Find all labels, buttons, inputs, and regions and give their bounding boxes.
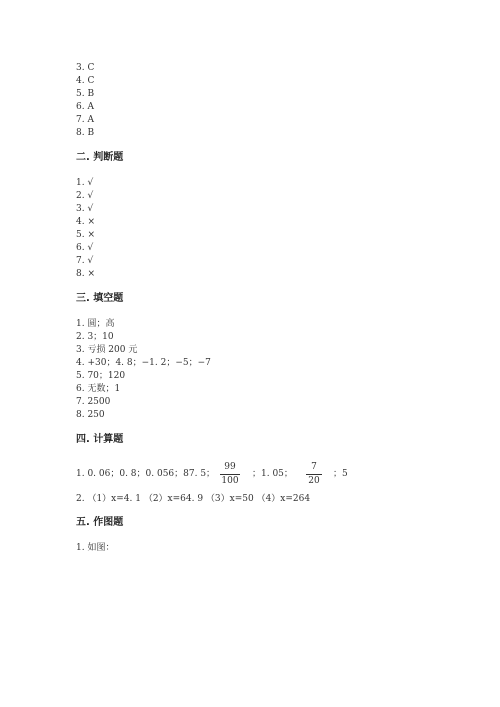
fraction-bar bbox=[306, 474, 322, 475]
section-heading-fill-in: 三. 填空题 bbox=[76, 293, 124, 304]
answer-line: 7. √ bbox=[76, 256, 94, 266]
answer-line: 4. C bbox=[76, 76, 95, 86]
fraction-numerator: 7 bbox=[311, 462, 317, 472]
answer-line: 3. C bbox=[76, 63, 95, 73]
answer-line: 1. 圆；高 bbox=[76, 319, 115, 329]
section-heading-judgment: 二. 判断题 bbox=[76, 152, 124, 163]
answer-line: 2. 3；10 bbox=[76, 332, 114, 342]
section-heading-calculation: 四. 计算题 bbox=[76, 434, 124, 445]
answer-line: 6. 无数；1 bbox=[76, 384, 121, 394]
fraction-bar bbox=[220, 474, 240, 475]
section-heading-drawing: 五. 作图题 bbox=[76, 517, 124, 528]
answer-line: 1. 如图： bbox=[76, 543, 115, 553]
answer-line: 3. √ bbox=[76, 204, 94, 214]
fraction-99-100 bbox=[220, 462, 240, 487]
fraction-7-20 bbox=[306, 462, 322, 487]
answer-line: 7. A bbox=[76, 115, 94, 125]
answer-line: 8. 250 bbox=[76, 410, 105, 420]
fraction-numerator: 99 bbox=[224, 462, 236, 472]
calc-line-1-middle: ；1. 05； bbox=[252, 469, 293, 479]
answer-line: 4. +30；4. 8；−1. 2；−5；−7 bbox=[76, 358, 211, 368]
answer-line: 8. B bbox=[76, 128, 95, 138]
fraction-denominator: 20 bbox=[308, 476, 320, 486]
answer-line: 5. × bbox=[76, 230, 95, 240]
fraction-denominator: 100 bbox=[221, 476, 239, 486]
answer-line: 8. × bbox=[76, 269, 95, 279]
answer-line: 4. × bbox=[76, 217, 95, 227]
answer-line: 7. 2500 bbox=[76, 397, 111, 407]
answer-line: 5. 70；120 bbox=[76, 371, 126, 381]
calc-line-2: 2. （1）x=4. 1 （2）x=64. 9 （3）x=50 （4）x=264 bbox=[76, 494, 311, 504]
answer-line: 3. 亏损 200 元 bbox=[76, 345, 138, 355]
answer-line: 5. B bbox=[76, 89, 95, 99]
answer-line: 1. √ bbox=[76, 178, 94, 188]
calc-line-1-suffix: ；5 bbox=[333, 469, 348, 479]
answer-line: 6. A bbox=[76, 102, 94, 112]
answer-line: 2. √ bbox=[76, 191, 94, 201]
answer-line: 6. √ bbox=[76, 243, 94, 253]
calc-line-1-prefix: 1. 0. 06；0. 8；0. 056；87. 5； bbox=[76, 469, 216, 479]
